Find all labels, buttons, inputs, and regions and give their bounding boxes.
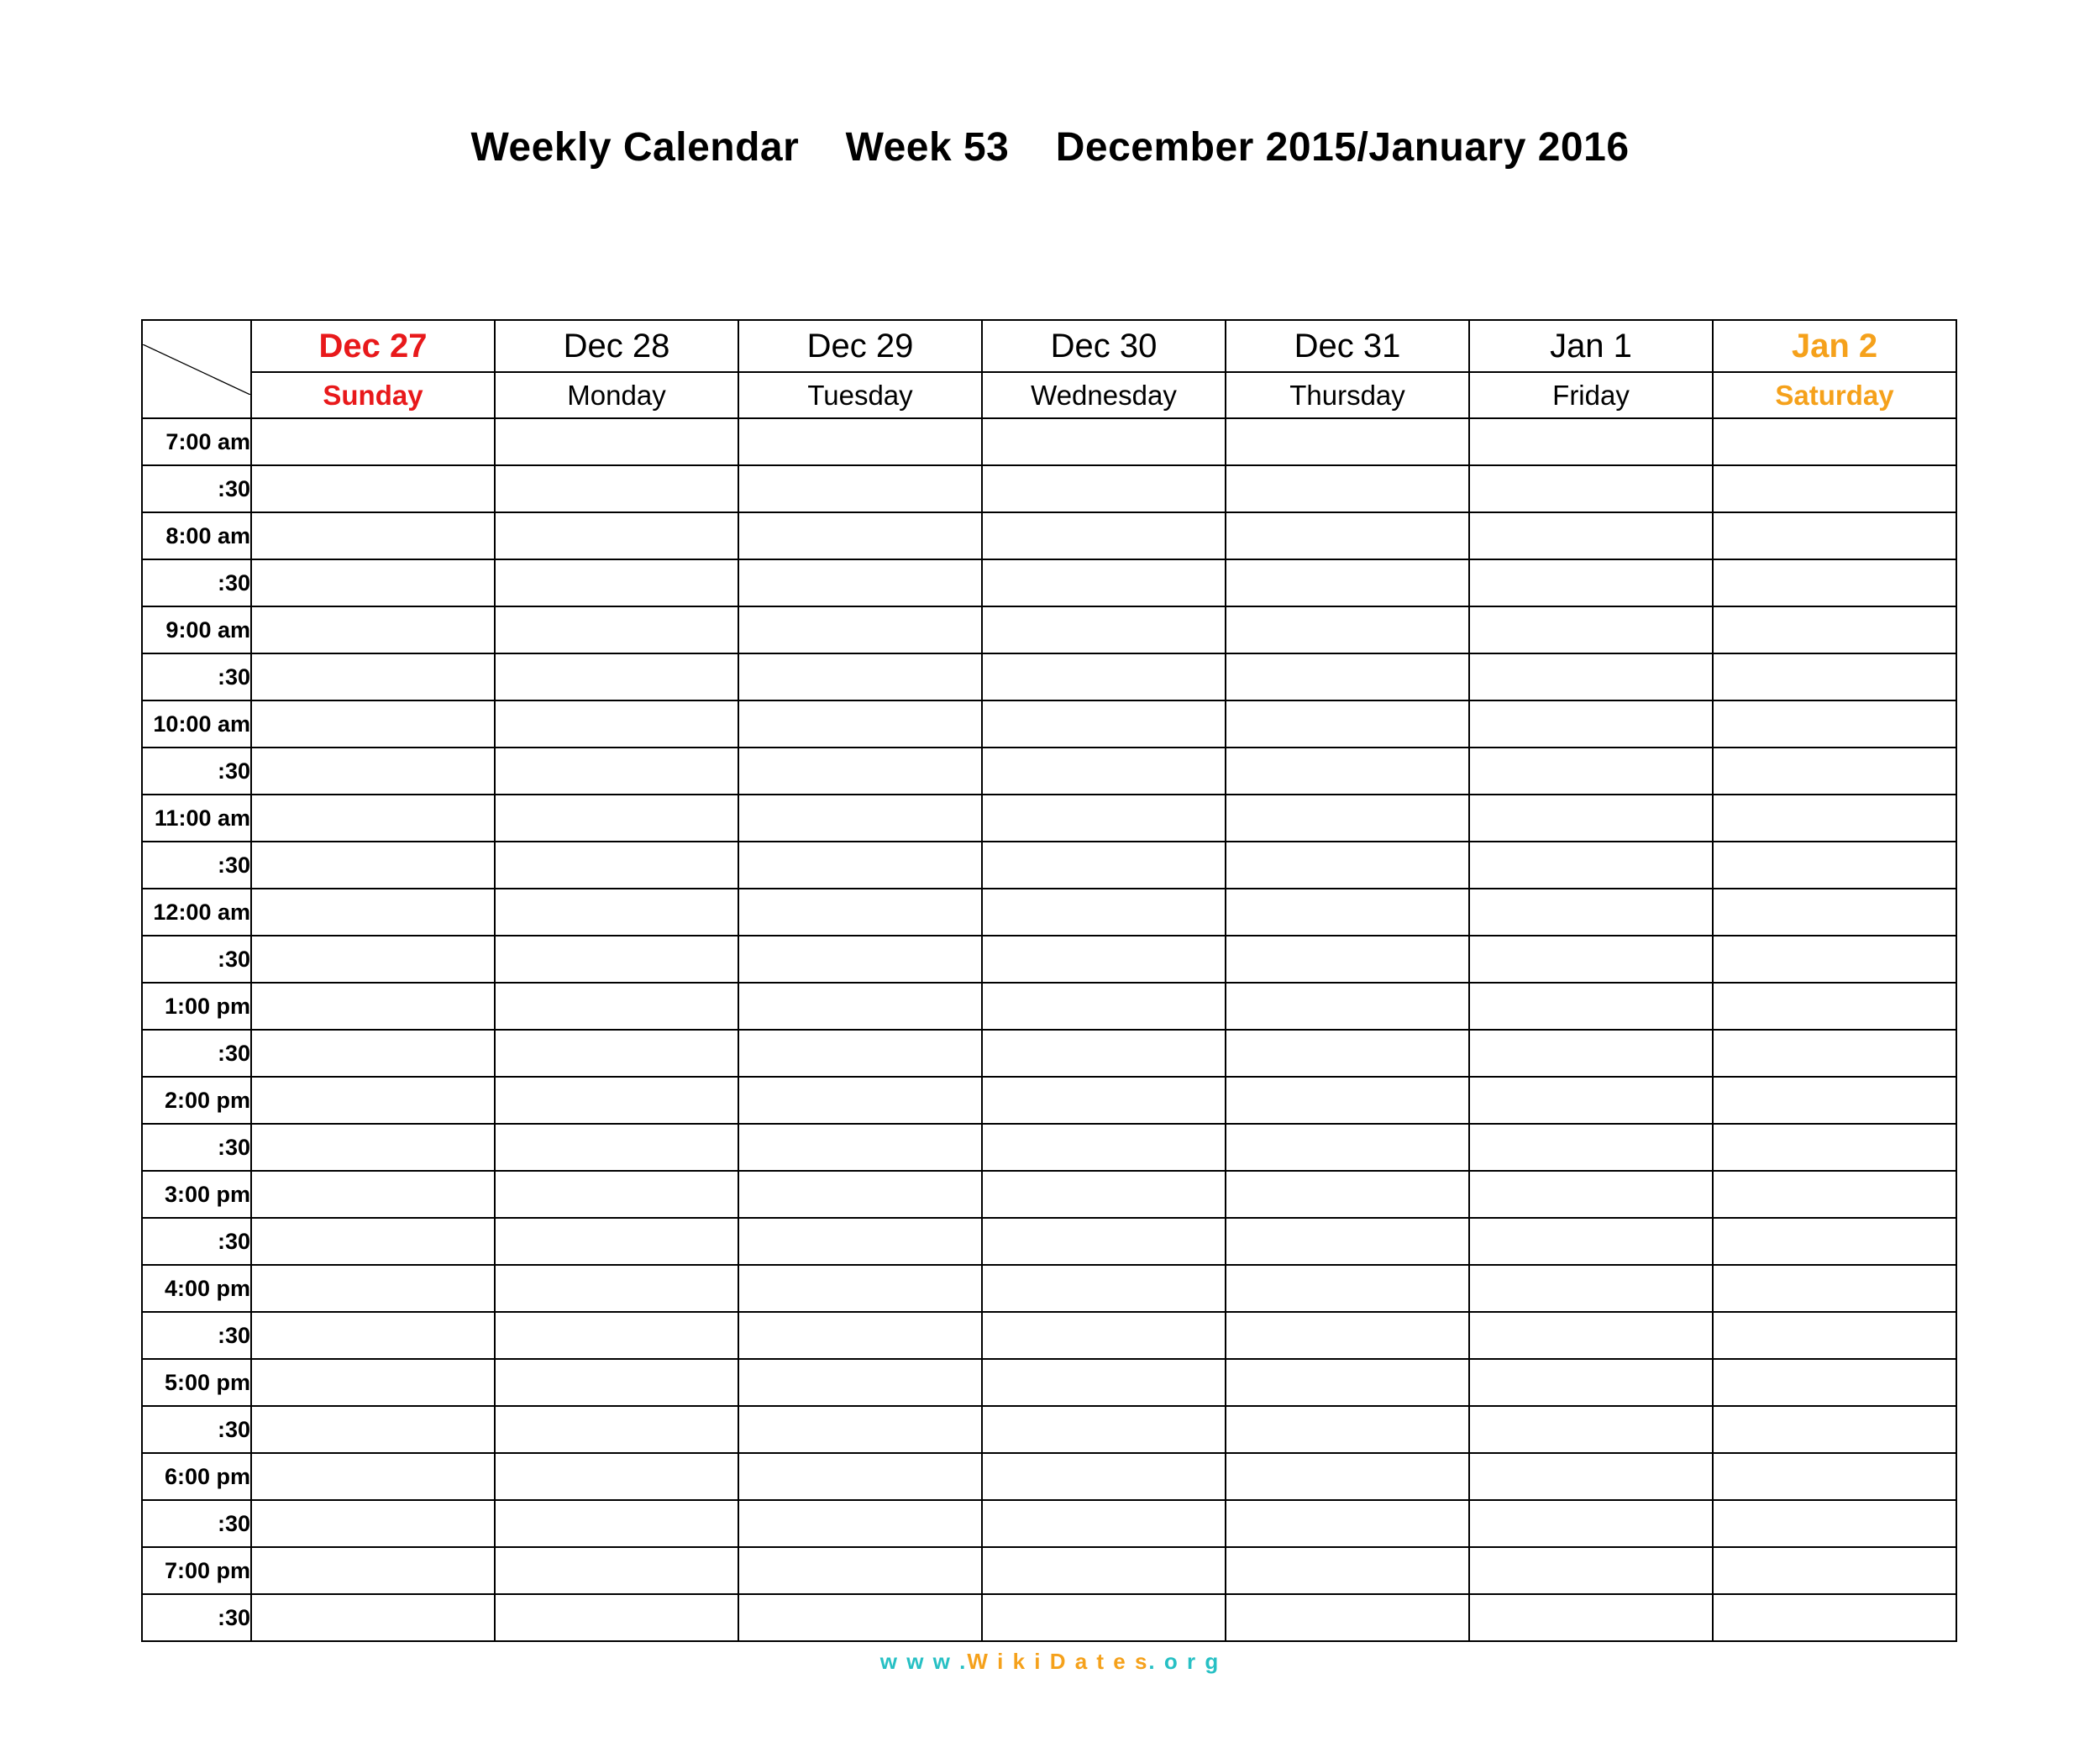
slot-cell-4-23[interactable] xyxy=(1226,1500,1469,1547)
slot-cell-0-4[interactable] xyxy=(251,606,495,653)
slot-cell-6-1[interactable] xyxy=(1713,465,1956,512)
slot-cell-3-20[interactable] xyxy=(982,1359,1226,1406)
slot-cell-0-17[interactable] xyxy=(251,1218,495,1265)
slot-cell-5-8[interactable] xyxy=(1469,795,1713,842)
slot-cell-4-21[interactable] xyxy=(1226,1406,1469,1453)
day-name-2: Tuesday xyxy=(738,372,982,418)
slot-cell-4-15[interactable] xyxy=(1226,1124,1469,1171)
slot-cell-6-15[interactable] xyxy=(1713,1124,1956,1171)
slot-cell-4-9[interactable] xyxy=(1226,842,1469,889)
day-name-1: Monday xyxy=(495,372,738,418)
slot-cell-0-21[interactable] xyxy=(251,1406,495,1453)
slot-cell-6-18[interactable] xyxy=(1713,1265,1956,1312)
slot-cell-6-0[interactable] xyxy=(1713,418,1956,465)
slot-cell-4-2[interactable] xyxy=(1226,512,1469,559)
slot-cell-2-22[interactable] xyxy=(738,1453,982,1500)
time-label: :30 xyxy=(142,1124,251,1171)
time-label: 3:00 pm xyxy=(142,1171,251,1218)
calendar-row xyxy=(142,606,1956,653)
slot-cell-0-16[interactable] xyxy=(251,1171,495,1218)
slot-cell-6-16[interactable] xyxy=(1713,1171,1956,1218)
time-label: :30 xyxy=(142,936,251,983)
slot-cell-1-19[interactable] xyxy=(495,1312,738,1359)
slot-cell-1-15[interactable] xyxy=(495,1124,738,1171)
corner-cell xyxy=(142,320,251,418)
day-date-5: Jan 1 xyxy=(1469,320,1713,372)
calendar-row xyxy=(142,842,1956,889)
slot-cell-0-24[interactable] xyxy=(251,1547,495,1594)
calendar-header xyxy=(142,320,1956,418)
slot-cell-2-10[interactable] xyxy=(738,889,982,936)
slot-cell-0-18[interactable] xyxy=(251,1265,495,1312)
slot-cell-1-1[interactable] xyxy=(495,465,738,512)
slot-cell-2-7[interactable] xyxy=(738,748,982,795)
slot-cell-3-10[interactable] xyxy=(982,889,1226,936)
slot-cell-3-19[interactable] xyxy=(982,1312,1226,1359)
calendar-row xyxy=(142,653,1956,700)
slot-cell-1-0[interactable] xyxy=(495,418,738,465)
slot-cell-0-12[interactable] xyxy=(251,983,495,1030)
slot-cell-2-20[interactable] xyxy=(738,1359,982,1406)
slot-cell-4-13[interactable] xyxy=(1226,1030,1469,1077)
time-label: :30 xyxy=(142,1218,251,1265)
slot-cell-5-1[interactable] xyxy=(1469,465,1713,512)
slot-cell-0-6[interactable] xyxy=(251,700,495,748)
slot-cell-1-7[interactable] xyxy=(495,748,738,795)
slot-cell-2-21[interactable] xyxy=(738,1406,982,1453)
slot-cell-5-5[interactable] xyxy=(1469,653,1713,700)
slot-cell-4-0[interactable] xyxy=(1226,418,1469,465)
slot-cell-0-3[interactable] xyxy=(251,559,495,606)
slot-cell-1-6[interactable] xyxy=(495,700,738,748)
slot-cell-4-19[interactable] xyxy=(1226,1312,1469,1359)
slot-cell-3-13[interactable] xyxy=(982,1030,1226,1077)
slot-cell-3-2[interactable] xyxy=(982,512,1226,559)
slot-cell-1-21[interactable] xyxy=(495,1406,738,1453)
slot-cell-1-3[interactable] xyxy=(495,559,738,606)
slot-cell-4-7[interactable] xyxy=(1226,748,1469,795)
slot-cell-2-1[interactable] xyxy=(738,465,982,512)
slot-cell-6-20[interactable] xyxy=(1713,1359,1956,1406)
calendar-row xyxy=(142,1171,1956,1218)
slot-cell-6-21[interactable] xyxy=(1713,1406,1956,1453)
calendar-row xyxy=(142,1359,1956,1406)
slot-cell-6-19[interactable] xyxy=(1713,1312,1956,1359)
slot-cell-1-23[interactable] xyxy=(495,1500,738,1547)
footer-brand: W i k i D a t e s xyxy=(967,1649,1149,1674)
slot-cell-0-10[interactable] xyxy=(251,889,495,936)
footer-watermark xyxy=(0,1649,2100,1675)
footer-prefix: w w w . xyxy=(879,1649,968,1674)
slot-cell-5-16[interactable] xyxy=(1469,1171,1713,1218)
diagonal-divider-icon xyxy=(143,344,250,395)
time-label: 2:00 pm xyxy=(142,1077,251,1124)
calendar-row xyxy=(142,748,1956,795)
slot-cell-2-3[interactable] xyxy=(738,559,982,606)
slot-cell-5-17[interactable] xyxy=(1469,1218,1713,1265)
slot-cell-1-16[interactable] xyxy=(495,1171,738,1218)
slot-cell-5-21[interactable] xyxy=(1469,1406,1713,1453)
calendar-row xyxy=(142,983,1956,1030)
calendar-row xyxy=(142,1406,1956,1453)
day-name-4: Thursday xyxy=(1226,372,1469,418)
slot-cell-5-18[interactable] xyxy=(1469,1265,1713,1312)
slot-cell-3-1[interactable] xyxy=(982,465,1226,512)
slot-cell-2-5[interactable] xyxy=(738,653,982,700)
slot-cell-1-11[interactable] xyxy=(495,936,738,983)
slot-cell-3-15[interactable] xyxy=(982,1124,1226,1171)
slot-cell-2-4[interactable] xyxy=(738,606,982,653)
calendar-row xyxy=(142,1594,1956,1641)
calendar-row xyxy=(142,700,1956,748)
slot-cell-2-12[interactable] xyxy=(738,983,982,1030)
slot-cell-5-25[interactable] xyxy=(1469,1594,1713,1641)
slot-cell-4-25[interactable] xyxy=(1226,1594,1469,1641)
calendar-row xyxy=(142,418,1956,465)
calendar-container xyxy=(141,319,1957,1642)
slot-cell-4-22[interactable] xyxy=(1226,1453,1469,1500)
slot-cell-6-17[interactable] xyxy=(1713,1218,1956,1265)
slot-cell-4-16[interactable] xyxy=(1226,1171,1469,1218)
time-label: 4:00 pm xyxy=(142,1265,251,1312)
slot-cell-1-2[interactable] xyxy=(495,512,738,559)
time-label: 7:00 pm xyxy=(142,1547,251,1594)
slot-cell-2-8[interactable] xyxy=(738,795,982,842)
slot-cell-2-16[interactable] xyxy=(738,1171,982,1218)
calendar-row xyxy=(142,559,1956,606)
time-label: :30 xyxy=(142,1312,251,1359)
time-label: 9:00 am xyxy=(142,606,251,653)
slot-cell-1-8[interactable] xyxy=(495,795,738,842)
page-title: Weekly Calendar Week 53 December 2015/January 2016 xyxy=(470,125,1630,170)
time-label: :30 xyxy=(142,1594,251,1641)
slot-cell-2-24[interactable] xyxy=(738,1547,982,1594)
slot-cell-2-0[interactable] xyxy=(738,418,982,465)
calendar-row xyxy=(142,1124,1956,1171)
slot-cell-4-18[interactable] xyxy=(1226,1265,1469,1312)
time-label: :30 xyxy=(142,653,251,700)
calendar-row xyxy=(142,1547,1956,1594)
slot-cell-0-0[interactable] xyxy=(251,418,495,465)
slot-cell-6-10[interactable] xyxy=(1713,889,1956,936)
slot-cell-1-24[interactable] xyxy=(495,1547,738,1594)
slot-cell-0-11[interactable] xyxy=(251,936,495,983)
calendar-row xyxy=(142,1500,1956,1547)
slot-cell-3-18[interactable] xyxy=(982,1265,1226,1312)
slot-cell-4-10[interactable] xyxy=(1226,889,1469,936)
time-label: 11:00 am xyxy=(142,795,251,842)
slot-cell-3-5[interactable] xyxy=(982,653,1226,700)
slot-cell-0-5[interactable] xyxy=(251,653,495,700)
slot-cell-3-24[interactable] xyxy=(982,1547,1226,1594)
slot-cell-1-22[interactable] xyxy=(495,1453,738,1500)
calendar-row xyxy=(142,936,1956,983)
weekly-calendar-table xyxy=(141,319,1957,1642)
slot-cell-3-14[interactable] xyxy=(982,1077,1226,1124)
slot-cell-5-7[interactable] xyxy=(1469,748,1713,795)
slot-cell-5-19[interactable] xyxy=(1469,1312,1713,1359)
slot-cell-1-10[interactable] xyxy=(495,889,738,936)
slot-cell-6-14[interactable] xyxy=(1713,1077,1956,1124)
slot-cell-5-22[interactable] xyxy=(1469,1453,1713,1500)
slot-cell-0-1[interactable] xyxy=(251,465,495,512)
time-label: 6:00 pm xyxy=(142,1453,251,1500)
slot-cell-3-7[interactable] xyxy=(982,748,1226,795)
slot-cell-0-14[interactable] xyxy=(251,1077,495,1124)
footer-suffix: . o r g xyxy=(1148,1649,1221,1674)
time-label: 10:00 am xyxy=(142,700,251,748)
slot-cell-6-3[interactable] xyxy=(1713,559,1956,606)
time-label: 5:00 pm xyxy=(142,1359,251,1406)
slot-cell-1-12[interactable] xyxy=(495,983,738,1030)
slot-cell-6-9[interactable] xyxy=(1713,842,1956,889)
slot-cell-3-0[interactable] xyxy=(982,418,1226,465)
slot-cell-5-24[interactable] xyxy=(1469,1547,1713,1594)
slot-cell-2-19[interactable] xyxy=(738,1312,982,1359)
slot-cell-5-9[interactable] xyxy=(1469,842,1713,889)
slot-cell-3-21[interactable] xyxy=(982,1406,1226,1453)
slot-cell-5-15[interactable] xyxy=(1469,1124,1713,1171)
slot-cell-2-23[interactable] xyxy=(738,1500,982,1547)
slot-cell-3-25[interactable] xyxy=(982,1594,1226,1641)
time-label: 7:00 am xyxy=(142,418,251,465)
slot-cell-6-24[interactable] xyxy=(1713,1547,1956,1594)
time-label: :30 xyxy=(142,842,251,889)
slot-cell-5-0[interactable] xyxy=(1469,418,1713,465)
slot-cell-1-14[interactable] xyxy=(495,1077,738,1124)
slot-cell-3-8[interactable] xyxy=(982,795,1226,842)
slot-cell-5-13[interactable] xyxy=(1469,1030,1713,1077)
slot-cell-0-15[interactable] xyxy=(251,1124,495,1171)
slot-cell-0-7[interactable] xyxy=(251,748,495,795)
slot-cell-1-20[interactable] xyxy=(495,1359,738,1406)
time-label: :30 xyxy=(142,1500,251,1547)
slot-cell-0-9[interactable] xyxy=(251,842,495,889)
slot-cell-0-23[interactable] xyxy=(251,1500,495,1547)
slot-cell-6-5[interactable] xyxy=(1713,653,1956,700)
slot-cell-4-5[interactable] xyxy=(1226,653,1469,700)
time-label: :30 xyxy=(142,1406,251,1453)
time-label: 8:00 am xyxy=(142,512,251,559)
slot-cell-5-3[interactable] xyxy=(1469,559,1713,606)
slot-cell-4-3[interactable] xyxy=(1226,559,1469,606)
slot-cell-4-1[interactable] xyxy=(1226,465,1469,512)
slot-cell-2-18[interactable] xyxy=(738,1265,982,1312)
slot-cell-0-20[interactable] xyxy=(251,1359,495,1406)
slot-cell-5-20[interactable] xyxy=(1469,1359,1713,1406)
header-name-row xyxy=(142,372,1956,418)
day-name-5: Friday xyxy=(1469,372,1713,418)
day-date-1: Dec 28 xyxy=(495,320,738,372)
day-date-4: Dec 31 xyxy=(1226,320,1469,372)
slot-cell-6-13[interactable] xyxy=(1713,1030,1956,1077)
slot-cell-4-4[interactable] xyxy=(1226,606,1469,653)
slot-cell-3-16[interactable] xyxy=(982,1171,1226,1218)
calendar-row xyxy=(142,512,1956,559)
calendar-row xyxy=(142,795,1956,842)
slot-cell-5-23[interactable] xyxy=(1469,1500,1713,1547)
slot-cell-3-6[interactable] xyxy=(982,700,1226,748)
calendar-row xyxy=(142,889,1956,936)
slot-cell-5-4[interactable] xyxy=(1469,606,1713,653)
calendar-row xyxy=(142,1218,1956,1265)
slot-cell-5-2[interactable] xyxy=(1469,512,1713,559)
slot-cell-0-19[interactable] xyxy=(251,1312,495,1359)
calendar-row xyxy=(142,465,1956,512)
slot-cell-6-11[interactable] xyxy=(1713,936,1956,983)
slot-cell-3-11[interactable] xyxy=(982,936,1226,983)
slot-cell-6-8[interactable] xyxy=(1713,795,1956,842)
slot-cell-4-20[interactable] xyxy=(1226,1359,1469,1406)
slot-cell-2-25[interactable] xyxy=(738,1594,982,1641)
slot-cell-6-4[interactable] xyxy=(1713,606,1956,653)
slot-cell-0-22[interactable] xyxy=(251,1453,495,1500)
slot-cell-3-17[interactable] xyxy=(982,1218,1226,1265)
calendar-row xyxy=(142,1312,1956,1359)
day-name-3: Wednesday xyxy=(982,372,1226,418)
slot-cell-3-9[interactable] xyxy=(982,842,1226,889)
slot-cell-6-22[interactable] xyxy=(1713,1453,1956,1500)
slot-cell-3-12[interactable] xyxy=(982,983,1226,1030)
slot-cell-0-8[interactable] xyxy=(251,795,495,842)
slot-cell-0-13[interactable] xyxy=(251,1030,495,1077)
slot-cell-5-11[interactable] xyxy=(1469,936,1713,983)
slot-cell-2-14[interactable] xyxy=(738,1077,982,1124)
slot-cell-1-9[interactable] xyxy=(495,842,738,889)
slot-cell-4-17[interactable] xyxy=(1226,1218,1469,1265)
slot-cell-3-4[interactable] xyxy=(982,606,1226,653)
slot-cell-4-12[interactable] xyxy=(1226,983,1469,1030)
header-date-row xyxy=(142,320,1956,372)
day-name-6: Saturday xyxy=(1713,372,1956,418)
day-date-0: Dec 27 xyxy=(251,320,495,372)
slot-cell-1-13[interactable] xyxy=(495,1030,738,1077)
time-label: :30 xyxy=(142,559,251,606)
slot-cell-3-3[interactable] xyxy=(982,559,1226,606)
day-date-3: Dec 30 xyxy=(982,320,1226,372)
day-date-2: Dec 29 xyxy=(738,320,982,372)
calendar-row xyxy=(142,1265,1956,1312)
calendar-row xyxy=(142,1030,1956,1077)
slot-cell-1-17[interactable] xyxy=(495,1218,738,1265)
slot-cell-5-6[interactable] xyxy=(1469,700,1713,748)
calendar-row xyxy=(142,1077,1956,1124)
slot-cell-0-2[interactable] xyxy=(251,512,495,559)
calendar-body xyxy=(142,418,1956,1641)
slot-cell-6-6[interactable] xyxy=(1713,700,1956,748)
time-label: :30 xyxy=(142,465,251,512)
slot-cell-2-11[interactable] xyxy=(738,936,982,983)
slot-cell-2-2[interactable] xyxy=(738,512,982,559)
slot-cell-1-4[interactable] xyxy=(495,606,738,653)
slot-cell-4-8[interactable] xyxy=(1226,795,1469,842)
slot-cell-1-25[interactable] xyxy=(495,1594,738,1641)
slot-cell-4-11[interactable] xyxy=(1226,936,1469,983)
slot-cell-2-9[interactable] xyxy=(738,842,982,889)
slot-cell-6-12[interactable] xyxy=(1713,983,1956,1030)
time-label: 12:00 am xyxy=(142,889,251,936)
slot-cell-0-25[interactable] xyxy=(251,1594,495,1641)
slot-cell-5-14[interactable] xyxy=(1469,1077,1713,1124)
day-name-0: Sunday xyxy=(251,372,495,418)
calendar-page xyxy=(0,124,2100,1747)
slot-cell-6-2[interactable] xyxy=(1713,512,1956,559)
day-date-6: Jan 2 xyxy=(1713,320,1956,372)
slot-cell-6-25[interactable] xyxy=(1713,1594,1956,1641)
slot-cell-2-6[interactable] xyxy=(738,700,982,748)
time-label: :30 xyxy=(142,1030,251,1077)
slot-cell-6-23[interactable] xyxy=(1713,1500,1956,1547)
slot-cell-4-6[interactable] xyxy=(1226,700,1469,748)
calendar-row xyxy=(142,1453,1956,1500)
time-label: :30 xyxy=(142,748,251,795)
slot-cell-4-24[interactable] xyxy=(1226,1547,1469,1594)
slot-cell-3-22[interactable] xyxy=(982,1453,1226,1500)
slot-cell-2-13[interactable] xyxy=(738,1030,982,1077)
slot-cell-5-10[interactable] xyxy=(1469,889,1713,936)
slot-cell-4-14[interactable] xyxy=(1226,1077,1469,1124)
slot-cell-1-5[interactable] xyxy=(495,653,738,700)
slot-cell-2-17[interactable] xyxy=(738,1218,982,1265)
slot-cell-1-18[interactable] xyxy=(495,1265,738,1312)
slot-cell-5-12[interactable] xyxy=(1469,983,1713,1030)
slot-cell-3-23[interactable] xyxy=(982,1500,1226,1547)
slot-cell-6-7[interactable] xyxy=(1713,748,1956,795)
slot-cell-2-15[interactable] xyxy=(738,1124,982,1171)
time-label: 1:00 pm xyxy=(142,983,251,1030)
